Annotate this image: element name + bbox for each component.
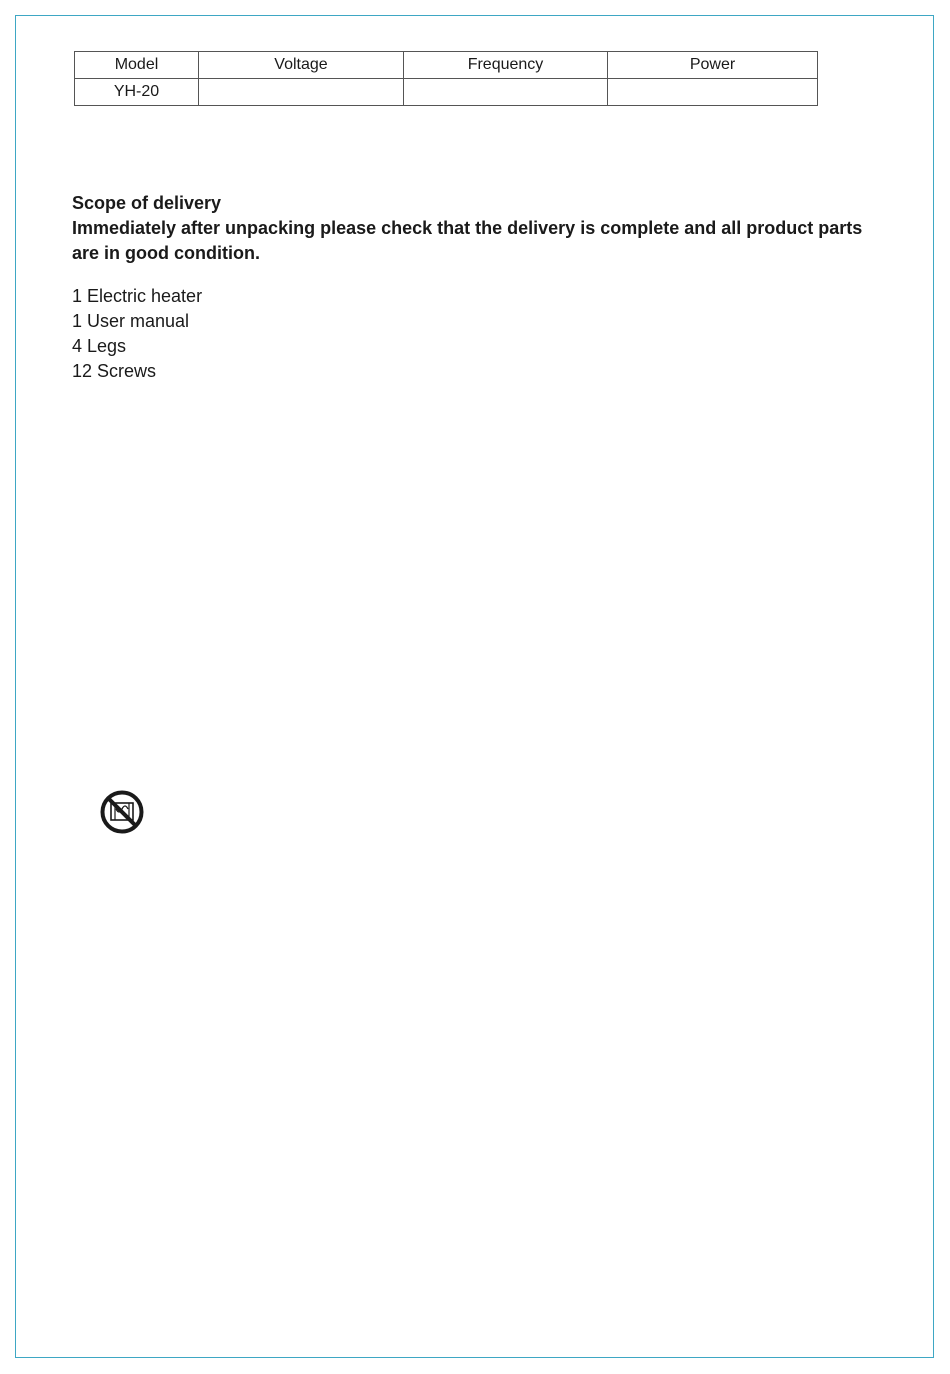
header-frequency: Frequency xyxy=(404,52,608,79)
list-item: 1 User manual xyxy=(72,311,190,331)
header-voltage: Voltage xyxy=(199,52,404,79)
section-title: Scope of delivery xyxy=(72,193,222,213)
table-row xyxy=(75,79,818,106)
table-header-row xyxy=(75,52,818,79)
cell-model: YH-20 xyxy=(75,79,199,106)
section-instruction: Immediately after unpacking please check that the delivery is complete and all product parts are in good condition. xyxy=(72,218,863,263)
delivery-list xyxy=(72,284,202,384)
list-item: 1 Electric heater xyxy=(72,286,203,306)
header-model: Model xyxy=(75,52,199,79)
list-item: 4 Legs xyxy=(72,336,127,356)
do-not-cover-icon xyxy=(99,789,145,835)
cell-power xyxy=(608,79,818,106)
spec-table xyxy=(74,51,818,106)
cell-frequency xyxy=(404,79,608,106)
list-item: 12 Screws xyxy=(72,361,157,381)
header-power: Power xyxy=(608,52,818,79)
cell-voltage xyxy=(199,79,404,106)
